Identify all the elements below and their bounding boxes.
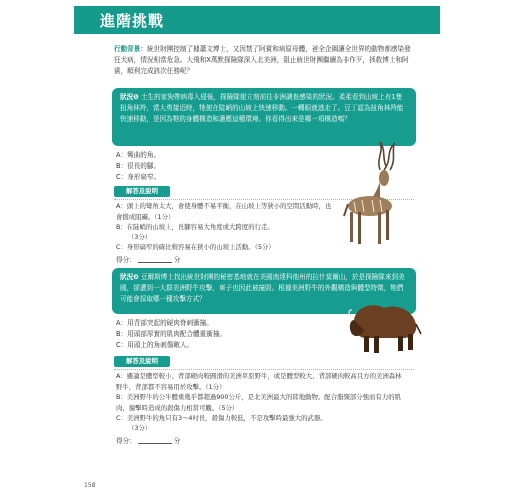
answer-1-b-score: （3分） (128, 233, 152, 241)
option-1a: A：彎曲的角。 (116, 151, 161, 159)
answer-2-tag: 解答及說明 (114, 356, 170, 367)
score-unit: 分 (173, 256, 181, 264)
answer-2-c: C：美洲野牛的角只有3～4吋長，殺傷力較低，不是攻擊時最強大的武器。 (116, 414, 327, 422)
scenario-2-text: 豆爾斯博士找出統世財團的秘密基地就在美國南達科他州的拉什莫爾山，於是探險隊來到美國，卻遭到一大群美洲野牛攻擊，車子也因此被撞毀。根據美洲野牛的外觀構造與體型特徵，牠們可能會採取哪一種攻擊方式？ (120, 273, 405, 303)
divider (114, 369, 414, 370)
answer-2-c-score: （3分） (128, 424, 152, 432)
answer-1-c: C：身形扁窄的確比較容易在狹小的山坡上活動。（5分） (116, 243, 275, 251)
option-2c: C：用頭上的角刺傷敵人。 (116, 341, 194, 349)
score-unit: 分 (173, 437, 181, 445)
kudu-antelope-illustration (336, 140, 416, 252)
score-blank[interactable] (138, 255, 172, 263)
score-blank[interactable] (138, 436, 172, 444)
answer-1-tag: 解答及說明 (114, 186, 170, 197)
section-title: 進階挑戰 (100, 12, 165, 30)
score-label: 得分： (116, 437, 136, 445)
answer-2-b: B：美洲野牛的公牛體重幾乎都超過900公斤，是北美洲最大的陸地動物。配合脂頸部分強而有力的肌肉，撞擊時造成的殺傷力相當可觀。（5分） (116, 393, 401, 412)
section-header (74, 6, 440, 34)
scenario-1-box (112, 88, 416, 146)
score-line-1 (116, 254, 180, 264)
answer-2-a: A：雖論是體型較小、背部硬肉較圓滑的美洲草原野牛，或是體型較大、背部硬肉較高且方的美洲森林野牛，背部都不容易用於攻擊。（1分） (116, 372, 402, 391)
option-1b: B：很長的腳。 (116, 162, 161, 170)
option-1c: C：身形扁窄。 (116, 173, 161, 181)
textbook-page (74, 0, 440, 500)
answer-1-b: B：在陡峭的山坡上，長腳容易大角度或大跨度的行走。 (116, 223, 274, 231)
scenario-1-text: 土生的家狗帶病毒入侵後，探險隊便立刻前往非洲調查感染的狀況。柔柔看到山坡上有1隻扭角林羚，當大勇接近時，牠便在陡峭的山坡上快速移動。一轉眼就逃走了。豆丁認為扭角林羚能快速移動，是因為牠的身體構造和適應這種環境。你看得出來是哪一項構造嗎？ (120, 93, 404, 123)
scenario-2-tag: 狀況❷ (120, 273, 139, 281)
option-2b: B：用頭部厚實的肌肉配合體重衝撞。 (116, 330, 227, 338)
intro-label: 行動背景： (114, 45, 147, 53)
answer-1-a: A：頭上的彎角太大，會使身體不易平衡，在山坡上等狹小的空間活動時，也會擋成阻礙。（1分） (116, 202, 332, 221)
option-2a: A：用背部突起的硬肉脊刺衝撞。 (116, 319, 213, 327)
intro-paragraph (114, 44, 414, 77)
score-line-2 (116, 435, 180, 445)
score-label: 得分： (116, 256, 136, 264)
intro-text: 統世財團控制了據蕭文博士，又因禁了阿賓和病原母體，爸全企圖讓全世界的動物都感染發狂犬病，情況相當危急。大飛和X萬默探險隊深入北美洲，阻止統世財團繼續為非作歹，拯救博士和阿賓，順利完成該次任務呢？ (114, 45, 411, 75)
bison-illustration (346, 298, 422, 356)
page-number: 158 (84, 482, 96, 489)
scenario-1-tag: 狀況❶ (120, 93, 139, 101)
